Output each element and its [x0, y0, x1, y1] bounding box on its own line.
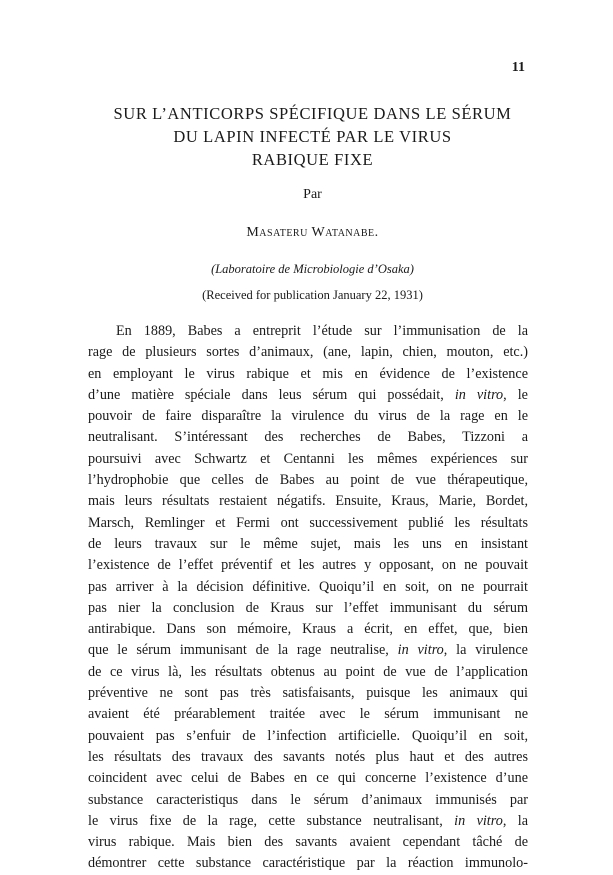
- body-line: pas nier la conclusion de Kraus sur l’effet immunisant du sérum: [88, 599, 528, 616]
- byline-par: Par: [303, 187, 322, 202]
- author-name: Masateru Watanabe.: [246, 225, 379, 240]
- body-line: En 1889, Babes a entreprit l’étude sur l’immunisation de la: [116, 323, 528, 339]
- body-line: pouvaient pas s’enfuir de l’infection artificielle. Quoiqu’il en soit,: [88, 727, 528, 744]
- body-line: l’existence de l’effet préventif et les autres y opposant, on ne pouvait: [88, 557, 528, 574]
- body-line: de ce virus là, les résultats obtenus au point de vue de l’application: [88, 663, 528, 680]
- body-line: de leurs travaux sur le même sujet, mais les uns en insistant: [88, 535, 528, 552]
- title-line: RABIQUE FIXE: [251, 150, 374, 169]
- page-number: 11: [511, 60, 525, 75]
- title-line: DU LAPIN INFECTÉ PAR LE VIRUS: [173, 127, 452, 146]
- body-line: les résultats des travaux des savants notés plus haut et des autres: [88, 748, 528, 765]
- received-date: (Received for publication January 22, 1931): [202, 288, 423, 302]
- body-line: préventive ne sont pas très satisfaisants, puisque les animaux qui: [88, 685, 528, 702]
- body-line: pas arriver à la décision définitive. Quoiqu’il en soit, on ne pourrait: [88, 578, 528, 595]
- body-line: Marsch, Remlinger et Fermi ont successivement publié les résultats: [88, 514, 528, 531]
- body-paragraph: [88, 321, 528, 875]
- body-line: neutralisant. S’intéressant des recherches de Babes, Tizzoni a: [88, 429, 528, 446]
- body-line: poursuivi avec Schwartz et Centanni les mêmes expériences sur: [88, 450, 528, 467]
- body-line: l’hydrophobie que celles de Babes au point de vue thérapeutique,: [88, 472, 528, 489]
- body-line: coincident avec celui de Babes en ce qui concerne l’existence d’une: [88, 770, 528, 787]
- title-line: SUR L’ANTICORPS SPÉCIFIQUE DANS LE SÉRUM: [113, 104, 512, 123]
- body-line: antirabique. Dans son mémoire, Kraus a écrit, en effet, que, bien: [88, 621, 528, 638]
- author-affiliation: (Laboratoire de Microbiologie d’Osaka): [211, 262, 414, 276]
- body-line: démontrer cette substance caractéristique par la réaction immunolo-: [88, 855, 528, 872]
- body-line: rage de plusieurs sortes d’animaux, (ane, lapin, chien, mouton, etc.): [88, 344, 528, 361]
- body-line: d’une matière spéciale dans leus sérum qui possédait, in vitro, le: [88, 386, 528, 403]
- body-line: mais leurs résultats restaient négatifs. Ensuite, Kraus, Marie, Bordet,: [88, 493, 528, 510]
- body-line: que le sérum immunisant de la rage neutralise, in vitro, la virulence: [88, 642, 528, 659]
- body-line: en employant le virus rabique et mis en évidence de l’existence: [88, 365, 528, 382]
- body-line: virus rabique. Mais bien des savants avaient cependant tâché de: [88, 834, 528, 851]
- body-line: pouvoir de faire disparaître la virulence du virus de la rage en le: [88, 408, 528, 425]
- body-line: substance caracteristiqus dans le sérum d’animaux immunisés par: [88, 791, 528, 808]
- paper-title: [60, 102, 565, 171]
- body-line: le virus fixe de la rage, cette substance neutralisant, in vitro, la: [88, 812, 528, 829]
- body-line: avaient été préarablement traitée avec le sérum immunisant ne: [88, 706, 528, 723]
